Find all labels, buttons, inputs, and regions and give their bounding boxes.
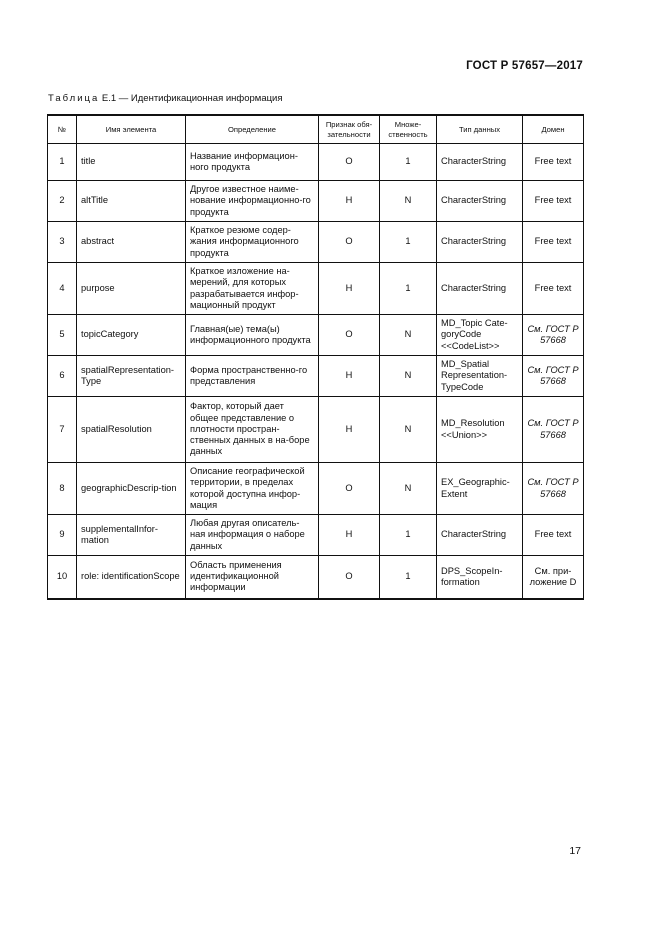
multiplicity: 1: [380, 144, 437, 181]
element-name: role: identificationScope: [77, 556, 186, 599]
domain: Free text: [523, 144, 584, 181]
multiplicity: N: [380, 397, 437, 463]
element-name: spatialRepresentation-Type: [77, 356, 186, 397]
data-type: MD_Spatial Representation-TypeCode: [437, 356, 523, 397]
domain: См. ГОСТ Р 57668: [523, 463, 584, 515]
obligation-flag: O: [319, 144, 380, 181]
table-row: [48, 515, 584, 556]
column-header-element-name: Имя элемента: [77, 115, 186, 144]
column-header-number: №: [48, 115, 77, 144]
data-type: CharacterString: [437, 222, 523, 263]
data-type: CharacterString: [437, 144, 523, 181]
element-definition: Фактор, который дает общее представление о плотности простран-ственных данных в на-боре данных: [186, 397, 319, 463]
element-definition: Область применения идентификационной информации: [186, 556, 319, 599]
table-row: [48, 356, 584, 397]
element-name: altTitle: [77, 181, 186, 222]
element-name: supplementalInfor-mation: [77, 515, 186, 556]
element-definition: Главная(ые) тема(ы) информационного продукта: [186, 315, 319, 356]
multiplicity: N: [380, 315, 437, 356]
multiplicity: 1: [380, 263, 437, 315]
element-definition: Форма пространственно-го представления: [186, 356, 319, 397]
element-name: spatialResolution: [77, 397, 186, 463]
column-header-definition: Определение: [186, 115, 319, 144]
obligation-flag: Н: [319, 181, 380, 222]
column-header-data-type: Тип данных: [437, 115, 523, 144]
row-number: 3: [48, 222, 77, 263]
table-row: [48, 556, 584, 599]
obligation-flag: O: [319, 463, 380, 515]
domain: Free text: [523, 181, 584, 222]
multiplicity: 1: [380, 515, 437, 556]
domain: См. ГОСТ Р 57668: [523, 356, 584, 397]
element-definition: Другое известное наиме-нование информационно-го продукта: [186, 181, 319, 222]
document-standard-code: ГОСТ Р 57657—2017: [466, 60, 583, 72]
table-row: [48, 463, 584, 515]
obligation-flag: O: [319, 556, 380, 599]
element-name: abstract: [77, 222, 186, 263]
row-number: 1: [48, 144, 77, 181]
data-type: MD_Resolution <<Union>>: [437, 397, 523, 463]
element-definition: Описание географической территории, в пределах которой доступна инфор-мация: [186, 463, 319, 515]
multiplicity: N: [380, 181, 437, 222]
page-number: 17: [569, 845, 581, 857]
column-header-obligation: Признак обя-зательности: [319, 115, 380, 144]
element-definition: Название информацион-ного продукта: [186, 144, 319, 181]
multiplicity: N: [380, 356, 437, 397]
table-row: [48, 263, 584, 315]
domain: Free text: [523, 222, 584, 263]
row-number: 10: [48, 556, 77, 599]
obligation-flag: O: [319, 315, 380, 356]
domain: См. ГОСТ Р 57668: [523, 397, 584, 463]
row-number: 4: [48, 263, 77, 315]
table-caption-label: Е.1 — Идентификационная информация: [101, 93, 283, 104]
row-number: 2: [48, 181, 77, 222]
table-caption-prefix: Таблица: [48, 93, 100, 104]
domain: Free text: [523, 263, 584, 315]
element-name: geographicDescrip-tion: [77, 463, 186, 515]
element-definition: Любая другая описатель-ная информация о наборе данных: [186, 515, 319, 556]
table-row: [48, 181, 584, 222]
element-definition: Краткое резюме содер-жания информационного продукта: [186, 222, 319, 263]
multiplicity: 1: [380, 222, 437, 263]
domain: См. при-ложение D: [523, 556, 584, 599]
data-type: MD_Topic Cate-goryCode <<CodeList>>: [437, 315, 523, 356]
domain: Free text: [523, 515, 584, 556]
domain: См. ГОСТ Р 57668: [523, 315, 584, 356]
element-definition: Краткое изложение на-мерений, для которых разрабатывается инфор-мационный продукт: [186, 263, 319, 315]
column-header-domain: Домен: [523, 115, 584, 144]
identification-info-table: [47, 114, 584, 600]
table-row: [48, 397, 584, 463]
obligation-flag: Н: [319, 397, 380, 463]
data-type: CharacterString: [437, 263, 523, 315]
data-type: CharacterString: [437, 181, 523, 222]
obligation-flag: O: [319, 222, 380, 263]
element-name: title: [77, 144, 186, 181]
obligation-flag: Н: [319, 263, 380, 315]
obligation-flag: Н: [319, 356, 380, 397]
table-row: [48, 315, 584, 356]
column-header-multiplicity: Множе-ственность: [380, 115, 437, 144]
multiplicity: N: [380, 463, 437, 515]
row-number: 7: [48, 397, 77, 463]
multiplicity: 1: [380, 556, 437, 599]
data-type: DPS_ScopeIn-formation: [437, 556, 523, 599]
table-caption: [48, 93, 283, 104]
element-name: topicCategory: [77, 315, 186, 356]
table-row: [48, 144, 584, 181]
row-number: 9: [48, 515, 77, 556]
obligation-flag: Н: [319, 515, 380, 556]
table-row: [48, 222, 584, 263]
row-number: 5: [48, 315, 77, 356]
data-type: EX_Geographic-Extent: [437, 463, 523, 515]
data-type: CharacterString: [437, 515, 523, 556]
table-header-row: [48, 115, 584, 144]
row-number: 8: [48, 463, 77, 515]
row-number: 6: [48, 356, 77, 397]
element-name: purpose: [77, 263, 186, 315]
